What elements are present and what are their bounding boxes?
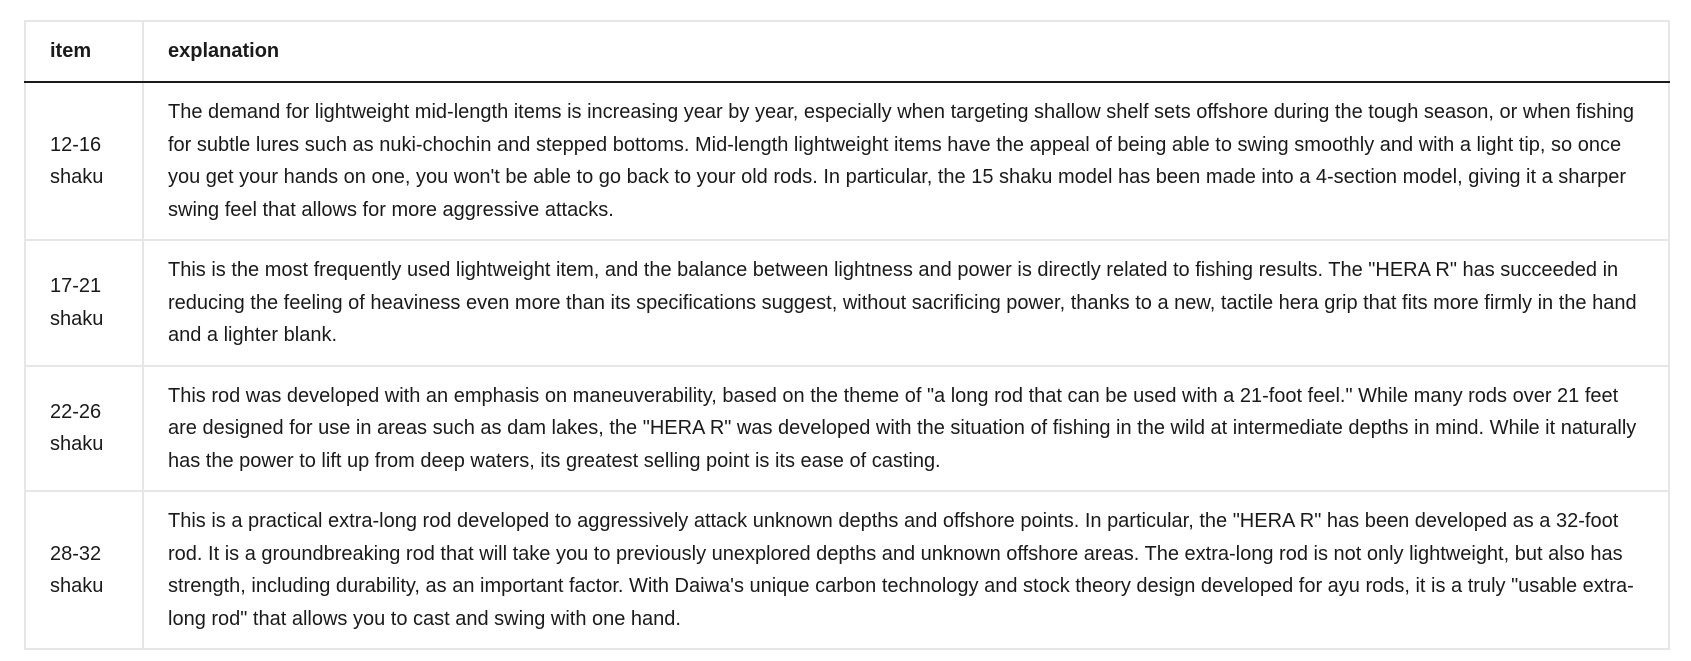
item-cell: 17-21 shaku xyxy=(25,240,143,366)
column-header-item: item xyxy=(25,21,143,82)
item-cell: 22-26 shaku xyxy=(25,366,143,492)
column-header-explanation: explanation xyxy=(143,21,1669,82)
item-cell: 12-16 shaku xyxy=(25,82,143,240)
table-header xyxy=(25,21,1669,82)
table-row xyxy=(25,82,1669,240)
explanation-cell: This is the most frequently used lightweight item, and the balance between lightness and power is directly related to fishing results. The "HERA R" has succeeded in reducing the feeling of heaviness even more than its specifications suggest, without sacrificing power, thanks to a new, tactile hera grip that fits more firmly in the hand and a lighter blank. xyxy=(143,240,1669,366)
rod-spec-table-container xyxy=(24,20,1670,650)
table-body xyxy=(25,82,1669,649)
item-cell: 28-32 shaku xyxy=(25,491,143,649)
explanation-cell: The demand for lightweight mid-length items is increasing year by year, especially when targeting shallow shelf sets offshore during the tough season, or when fishing for subtle lures such as nuki-chochin and stepped bottoms. Mid-length lightweight items have the appeal of being able to swing smoothly and with a light tip, so once you get your hands on one, you won't be able to go back to your old rods. In particular, the 15 shaku model has been made into a 4-section model, giving it a sharper swing feel that allows for more aggressive attacks. xyxy=(143,82,1669,240)
rod-spec-table xyxy=(24,20,1670,650)
table-row xyxy=(25,366,1669,492)
table-row xyxy=(25,240,1669,366)
table-row xyxy=(25,491,1669,649)
explanation-cell: This is a practical extra-long rod developed to aggressively attack unknown depths and offshore points. In particular, the "HERA R" has been developed as a 32-foot rod. It is a groundbreaking rod that will take you to previously unexplored depths and unknown offshore areas. The extra-long rod is not only lightweight, but also has strength, including durability, as an important factor. With Daiwa's unique carbon technology and stock theory design developed for ayu rods, it is a truly "usable extra-long rod" that allows you to cast and swing with one hand. xyxy=(143,491,1669,649)
header-row xyxy=(25,21,1669,82)
explanation-cell: This rod was developed with an emphasis on maneuverability, based on the theme of "a long rod that can be used with a 21-foot feel." While many rods over 21 feet are designed for use in areas such as dam lakes, the "HERA R" was developed with the situation of fishing in the wild at intermediate depths in mind. While it naturally has the power to lift up from deep waters, its greatest selling point is its ease of casting. xyxy=(143,366,1669,492)
